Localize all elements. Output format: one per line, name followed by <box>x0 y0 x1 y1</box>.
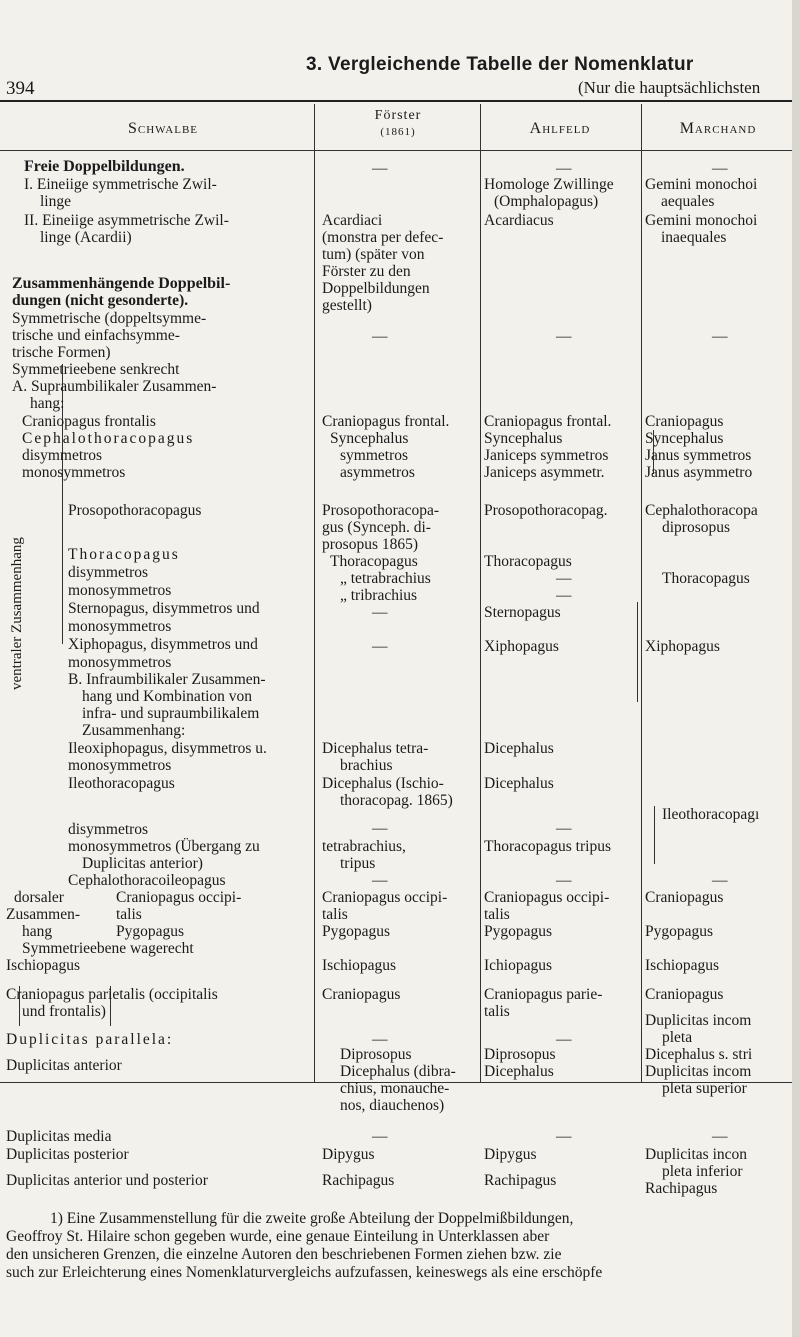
schwalbe-entry: hang und Kombination von <box>82 688 253 705</box>
schwalbe-entry: Zusammenhängende Doppelbil- <box>12 275 231 292</box>
schwalbe-entry: disymmetros <box>68 564 149 581</box>
schwalbe-entry: Duplicitas anterior) <box>82 855 203 872</box>
ahlfeld-entry: — <box>556 1031 572 1048</box>
marchand-entry: Ischiopagus <box>645 957 720 974</box>
page-edge <box>792 0 800 1337</box>
foerster-entry: „ tetrabrachius <box>340 570 431 587</box>
marchand-entry: Duplicitas incon <box>645 1146 748 1163</box>
schwalbe-entry: dorsaler <box>14 889 64 906</box>
marchand-entry: — <box>712 1128 728 1145</box>
foerster-entry: Craniopagus occipi- <box>322 889 448 906</box>
column-rule <box>314 104 315 1082</box>
ahlfeld-entry: Acardiacus <box>484 212 554 229</box>
foerster-entry: „ tribrachius <box>340 587 418 604</box>
column-rule <box>480 104 481 1082</box>
side-label: ventraler Zusammenhang <box>9 537 25 690</box>
marchand-entry: Duplicitas incom <box>645 1063 752 1080</box>
ahlfeld-entry: Dicephalus <box>484 775 554 792</box>
foerster-entry: talis <box>322 906 348 923</box>
page-subtitle: (Nur die hauptsächlichsten <box>578 78 761 97</box>
marchand-entry: Rachipagus <box>645 1180 718 1197</box>
footnote-line: Geoffroy St. Hilaire schon gegeben wurde, eine genaue Einteilung in Unterklassen aber <box>6 1228 550 1245</box>
schwalbe-entry: monosymmetros <box>22 464 126 481</box>
ahlfeld-entry: Craniopagus parie- <box>484 986 603 1003</box>
ahlfeld-entry: Thoracopagus <box>484 553 572 570</box>
ahlfeld-entry: Sternopagus <box>484 604 561 621</box>
schwalbe-entry: infra- und supraumbilikalem <box>82 705 260 722</box>
foerster-entry: asymmetros <box>340 464 415 481</box>
schwalbe-entry: Craniopagus occipi- <box>116 889 242 906</box>
schwalbe-entry: hang: <box>30 395 65 412</box>
footnote-line: 1) Eine Zusammenstellung für die zweite große Abteilung der Doppelmißbildungen, <box>50 1210 574 1227</box>
ahlfeld-entry: Prosopothoracopag. <box>484 502 608 519</box>
schwalbe-entry: Ischiopagus <box>6 957 81 974</box>
schwalbe-entry: linge (Acardii) <box>40 229 132 246</box>
ahlfeld-entry: Dipygus <box>484 1146 537 1163</box>
bracket-line <box>654 806 655 864</box>
marchand-entry: Craniopagus <box>645 986 724 1003</box>
foerster-entry: — <box>372 638 388 655</box>
foerster-entry: Dicephalus (dibra- <box>340 1063 456 1080</box>
foerster-entry: Doppelbildungen <box>322 280 430 297</box>
foerster-entry: Dicephalus (Ischio- <box>322 775 444 792</box>
foerster-entry: prosopus 1865) <box>322 536 419 553</box>
schwalbe-entry: Pygopagus <box>116 923 185 940</box>
foerster-entry: Prosopothoracopa- <box>322 502 440 519</box>
schwalbe-entry: trische Formen) <box>12 344 111 361</box>
column-header-foerster-year: (1861) <box>380 126 416 138</box>
column-header-ahlfeld: Ahlfeld <box>529 120 591 137</box>
schwalbe-entry: I. Eineiige symmetrische Zwil- <box>24 176 217 193</box>
foerster-entry: Förster zu den <box>322 263 411 280</box>
foerster-entry: Pygopagus <box>322 923 391 940</box>
marchand-entry: Janus asymmetro <box>645 464 753 481</box>
foerster-entry: — <box>372 820 388 837</box>
marchand-entry: pleta inferior <box>662 1163 743 1180</box>
marchand-entry: Pygopagus <box>645 923 714 940</box>
schwalbe-entry: Cephalothoracoileopagus <box>68 872 226 889</box>
ahlfeld-entry: Craniopagus occipi- <box>484 889 610 906</box>
marchand-entry: pleta <box>662 1029 693 1046</box>
foerster-entry: — <box>372 872 388 889</box>
foerster-entry: — <box>372 1128 388 1145</box>
marchand-entry: Craniopagus <box>645 889 724 906</box>
schwalbe-entry: monosymmetros <box>68 618 172 635</box>
marchand-entry: Gemini monochoi <box>645 176 758 193</box>
foerster-entry: — <box>372 604 388 621</box>
ahlfeld-entry: Rachipagus <box>484 1172 557 1189</box>
column-header-marchand: Marchand <box>679 120 757 137</box>
foerster-entry: Craniopagus frontal. <box>322 413 450 430</box>
marchand-entry: diprosopus <box>662 519 731 536</box>
foerster-entry: Dipygus <box>322 1146 375 1163</box>
schwalbe-entry: Duplicitas posterior <box>6 1146 129 1163</box>
marchand-entry: Cephalothoracopa <box>645 502 758 519</box>
ahlfeld-entry: — <box>556 1128 572 1145</box>
foerster-entry: Acardiaci <box>322 212 383 229</box>
schwalbe-entry: Symmetrische (doppeltsymme- <box>12 310 207 327</box>
page-title: 3. Vergleichende Tabelle der Nomenklatur <box>306 54 694 75</box>
schwalbe-entry: Prosopothoracopagus <box>68 502 202 519</box>
schwalbe-entry: Zusammenhang: <box>82 722 186 739</box>
foerster-entry: brachius <box>340 757 393 774</box>
schwalbe-entry: Sternopagus, disymmetros und <box>68 600 260 617</box>
marchand-entry: pleta superior <box>662 1080 747 1097</box>
marchand-entry: — <box>712 872 728 889</box>
schwalbe-entry: A. Supraumbilikaler Zusammen- <box>12 378 217 395</box>
foerster-entry: Craniopagus <box>322 986 401 1003</box>
foerster-entry: Syncephalus <box>330 430 409 447</box>
bracket-line <box>637 602 638 702</box>
ahlfeld-entry: — <box>556 570 572 587</box>
ahlfeld-entry: Homologe Zwillinge <box>484 176 614 193</box>
page-number: 394 <box>6 78 35 99</box>
marchand-entry: — <box>712 160 728 177</box>
schwalbe-entry: monosymmetros (Übergang zu <box>68 838 260 855</box>
schwalbe-entry: hang <box>22 923 53 940</box>
schwalbe-entry: Duplicitas parallela: <box>6 1031 174 1048</box>
ahlfeld-entry: — <box>556 160 572 177</box>
column-header-rule <box>0 150 792 151</box>
schwalbe-entry: disymmetros <box>68 821 149 838</box>
marchand-entry: Janus symmetros <box>645 447 752 464</box>
foerster-entry: (monstra per defec- <box>322 229 444 246</box>
schwalbe-entry: Ileoxiphopagus, disymmetros u. <box>68 740 267 757</box>
foerster-entry: Diprosopus <box>340 1046 412 1063</box>
schwalbe-entry: monosymmetros <box>68 582 172 599</box>
footnote-line: den unsicheren Grenzen, die einzelne Autoren den beschriebenen Formen ziehen bzw. zie <box>6 1246 562 1263</box>
schwalbe-entry: monosymmetros <box>68 654 172 671</box>
ahlfeld-entry: (Omphalopagus) <box>494 193 599 210</box>
foerster-entry: — <box>372 1031 388 1048</box>
schwalbe-entry: II. Eineiige asymmetrische Zwil- <box>24 212 229 229</box>
marchand-entry: Craniopagus <box>645 413 724 430</box>
foerster-entry: tum) (später von <box>322 246 425 263</box>
foerster-entry: Thoracopagus <box>330 553 418 570</box>
schwalbe-entry: Duplicitas anterior und posterior <box>6 1172 208 1189</box>
schwalbe-entry: Zusammen- <box>6 906 81 923</box>
foerster-entry: — <box>372 160 388 177</box>
marchand-entry: Thoracopagus <box>662 570 750 587</box>
schwalbe-entry: Craniopagus parietalis (occipitalis <box>6 986 218 1003</box>
marchand-entry: Xiphopagus <box>645 638 720 655</box>
foerster-entry: gestellt) <box>322 297 372 314</box>
ahlfeld-entry: Dicephalus <box>484 1063 554 1080</box>
schwalbe-entry: Symmetrieebene senkrecht <box>12 361 180 378</box>
foerster-entry: tetrabrachius, <box>322 838 406 855</box>
foerster-entry: tripus <box>340 855 376 872</box>
marchand-entry: inaequales <box>661 229 727 246</box>
foerster-entry: — <box>372 328 388 345</box>
schwalbe-entry: linge <box>40 193 71 210</box>
ahlfeld-entry: Ichiopagus <box>484 957 553 974</box>
ahlfeld-entry: Pygopagus <box>484 923 553 940</box>
ahlfeld-entry: talis <box>484 906 510 923</box>
foerster-entry: Dicephalus tetra- <box>322 740 429 757</box>
foerster-entry: thoracopag. 1865) <box>340 792 453 809</box>
ahlfeld-entry: Craniopagus frontal. <box>484 413 612 430</box>
marchand-entry: — <box>712 328 728 345</box>
header-rule <box>0 100 792 102</box>
marchand-entry: aequales <box>661 193 715 210</box>
ahlfeld-entry: — <box>556 328 572 345</box>
schwalbe-entry <box>12 292 188 309</box>
ahlfeld-entry: Syncephalus <box>484 430 563 447</box>
ahlfeld-entry: Dicephalus <box>484 740 554 757</box>
ahlfeld-entry: — <box>556 587 572 604</box>
ahlfeld-entry: Diprosopus <box>484 1046 556 1063</box>
marchand-entry: Syncephalus <box>645 430 724 447</box>
marchand-entry: Ileothoracopagı <box>662 806 760 823</box>
schwalbe-entry: disymmetros <box>22 447 103 464</box>
foerster-entry: Rachipagus <box>322 1172 395 1189</box>
schwalbe-entry: talis <box>116 906 142 923</box>
schwalbe-entry: Thoracopagus <box>68 546 180 563</box>
schwalbe-entry: Cephalothoracopagus <box>22 430 195 447</box>
schwalbe-entry: Ileothoracopagus <box>68 775 175 792</box>
column-rule <box>641 104 642 1082</box>
schwalbe-entry: Symmetrieebene wagerecht <box>22 940 194 957</box>
foerster-entry: Ischiopagus <box>322 957 397 974</box>
schwalbe-entry: Xiphopagus, disymmetros und <box>68 636 258 653</box>
column-header-foerster: Förster <box>374 108 422 123</box>
marchand-entry: Dicephalus s. stri <box>645 1046 753 1063</box>
ahlfeld-entry: — <box>556 820 572 837</box>
schwalbe-entry: und frontalis) <box>22 1003 106 1020</box>
schwalbe-entry: dungen (nicht gesonderte). <box>12 292 189 309</box>
ahlfeld-entry: Xiphopagus <box>484 638 559 655</box>
foerster-entry: nos, diauchenos) <box>340 1097 445 1114</box>
schwalbe-entry: Craniopagus frontalis <box>22 413 156 430</box>
schwalbe-entry: trische und einfachsymme- <box>12 327 180 344</box>
foerster-entry: symmetros <box>340 447 409 464</box>
column-header-schwalbe: Schwalbe <box>127 120 199 137</box>
ahlfeld-entry: Janiceps symmetros <box>484 447 609 464</box>
schwalbe-entry: monosymmetros <box>68 757 172 774</box>
schwalbe-entry: Duplicitas media <box>6 1128 112 1145</box>
schwalbe-entry: Duplicitas anterior <box>6 1057 122 1074</box>
schwalbe-entry: Freie Doppelbildungen. <box>24 158 185 175</box>
footnote-line: such zur Erleichterung eines Nomenklaturvergleichs aufzufassen, keineswegs als eine erschöpfe <box>6 1264 603 1281</box>
ahlfeld-entry: Janiceps asymmetr. <box>484 464 605 481</box>
ahlfeld-entry: Thoracopagus tripus <box>484 838 611 855</box>
schwalbe-entry: B. Infraumbilikaler Zusammen- <box>68 671 266 688</box>
foerster-entry: gus (Synceph. di- <box>322 519 431 536</box>
marchand-entry: Gemini monochoi <box>645 212 758 229</box>
marchand-entry: Duplicitas incom <box>645 1012 752 1029</box>
foerster-entry: chius, monauche- <box>340 1080 450 1097</box>
ahlfeld-entry: — <box>556 872 572 889</box>
ahlfeld-entry: talis <box>484 1003 510 1020</box>
